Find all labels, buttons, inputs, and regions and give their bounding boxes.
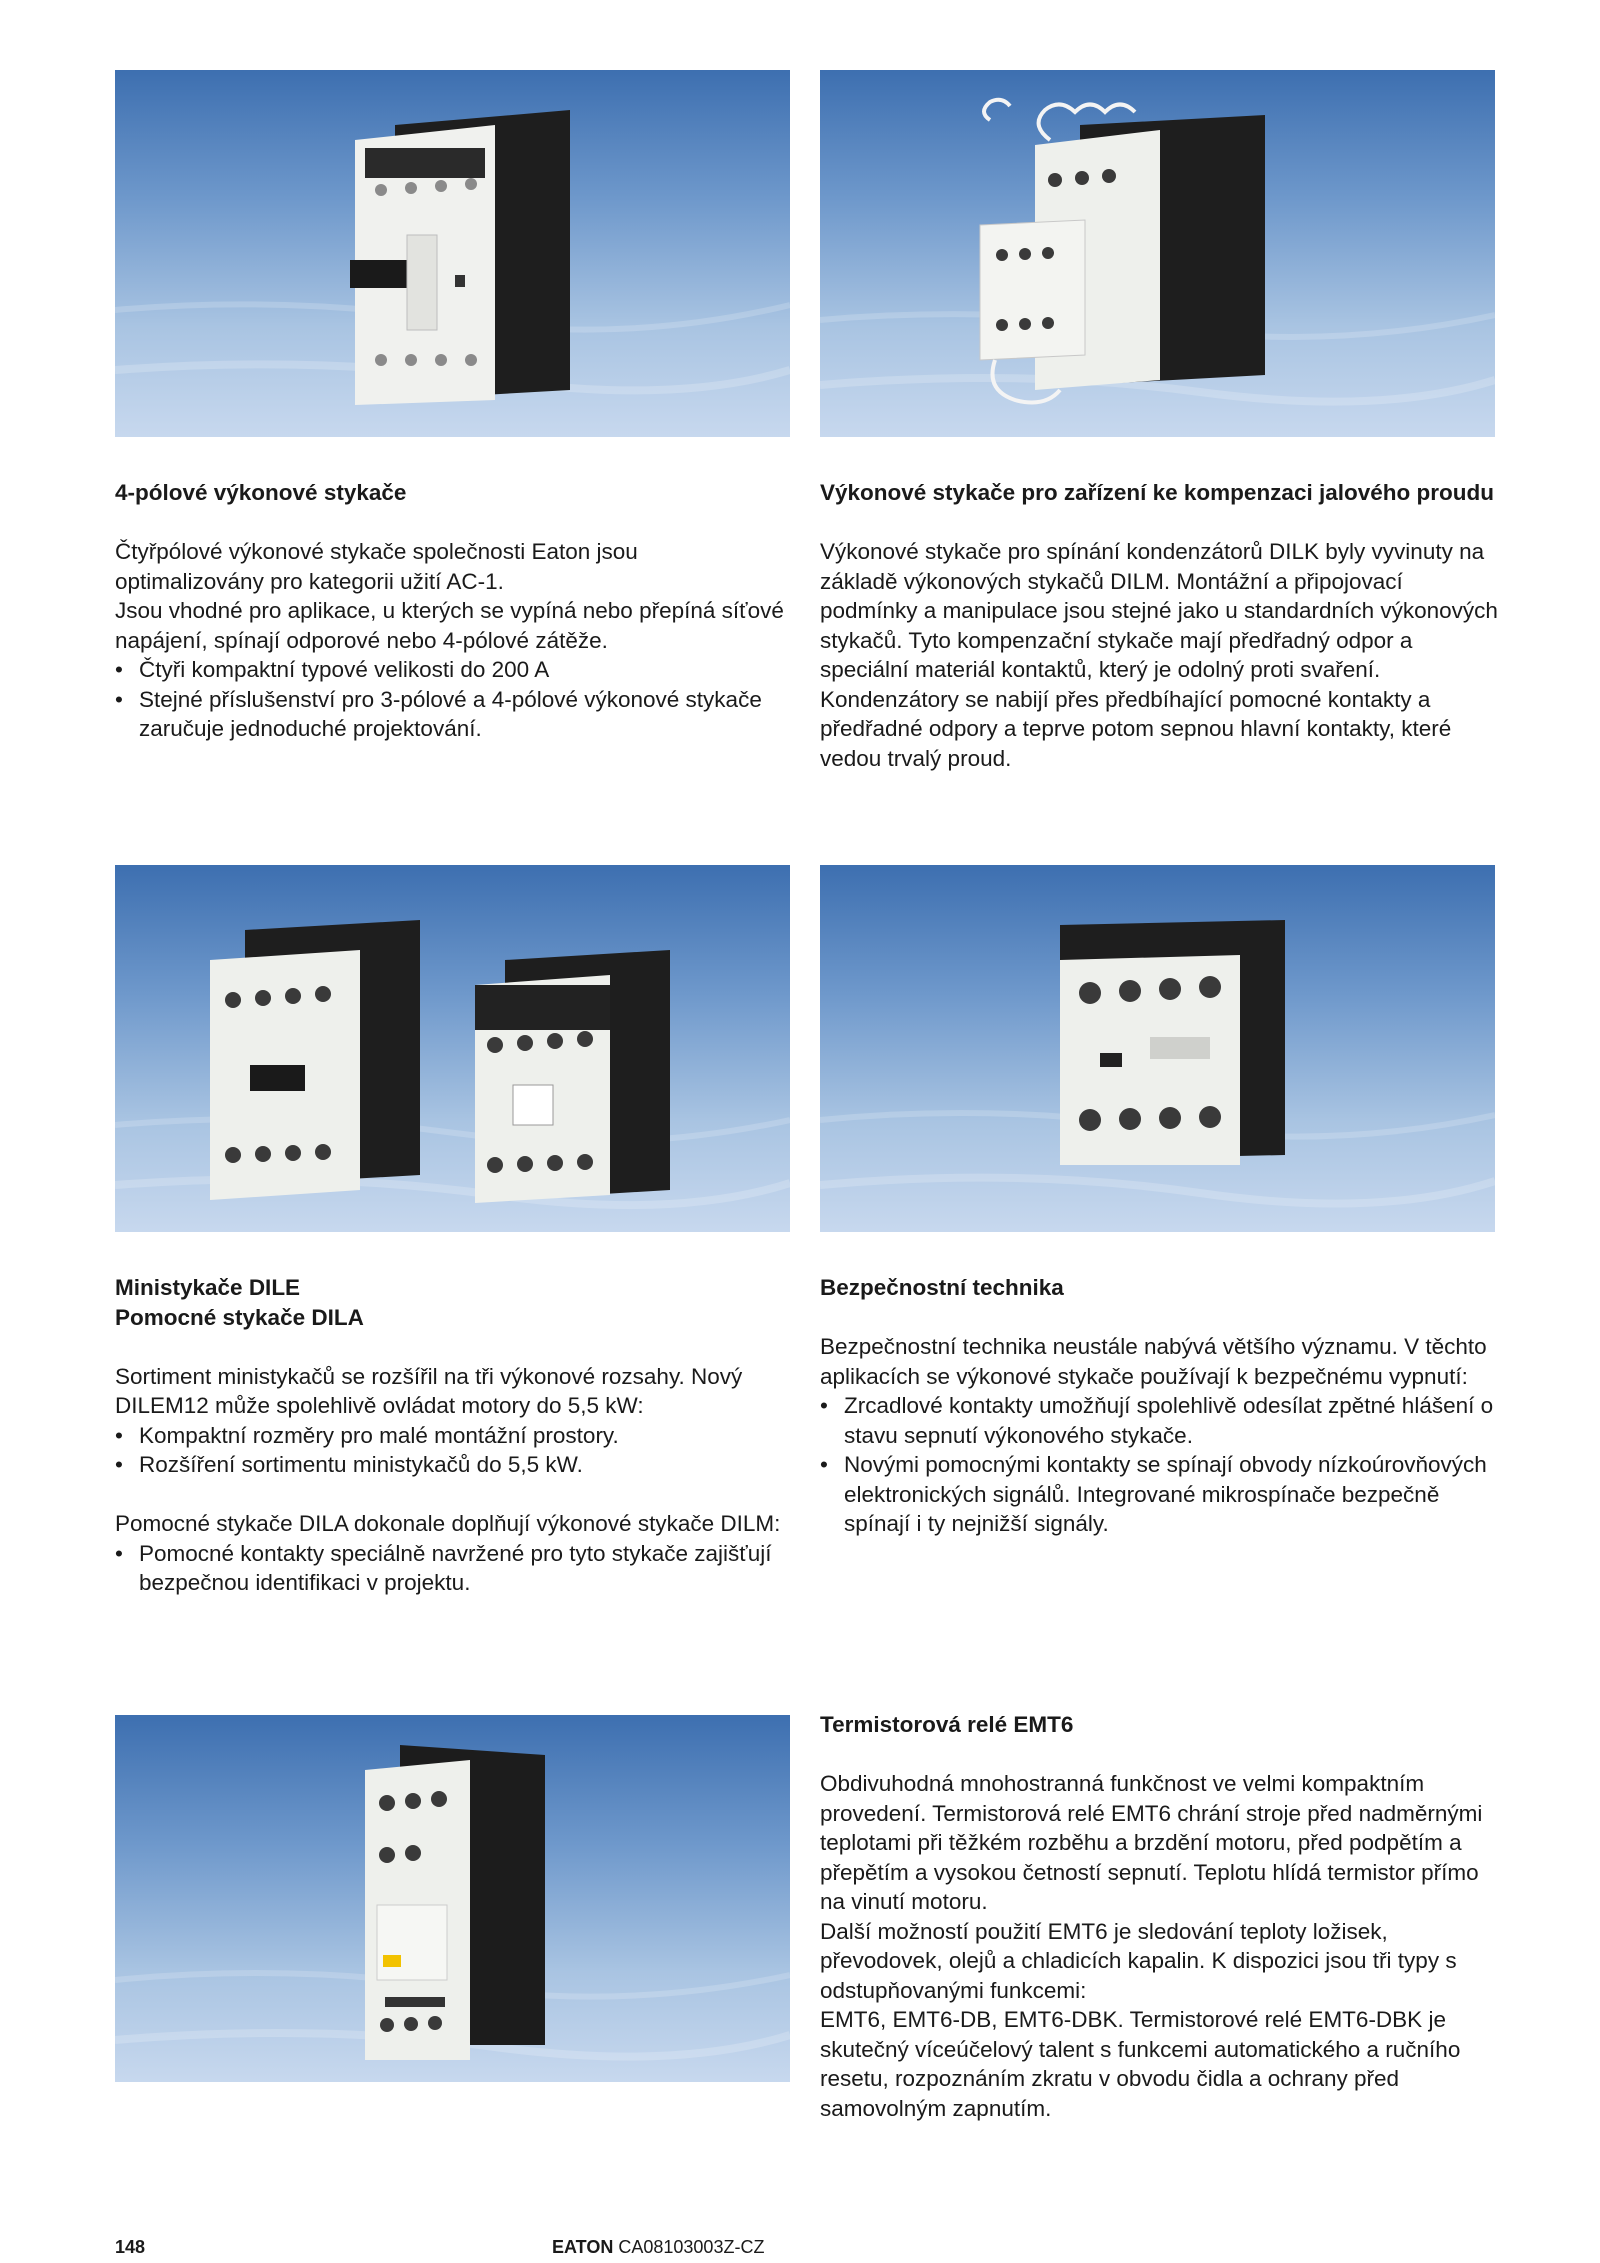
section-heading: Bezpečnostní technika: [820, 1275, 1064, 1300]
bullet-list: [115, 1421, 795, 1480]
bullet-item: • Zrcadlové kontakty umožňují spolehlivě odesílat zpětné hlášení o stavu sepnutí výkonového stykače.: [820, 1391, 1495, 1450]
photo-capacitor-contactor: [820, 70, 1495, 437]
section-paragraph: Bezpečnostní technika neustále nabývá většího významu. V těchto aplikacích se výkonové stykače používají k bezpečnému vypnutí:: [820, 1334, 1487, 1389]
section-capacitor-contactors: [820, 478, 1500, 773]
section-paragraph: Obdivuhodná mnohostranná funkčnost ve velmi kompaktním provedení. Termistorová relé EMT6 chrání stroje před nadměrnými teplotami při těžkém rozběhu a brzdění motoru, před podpětím a přepětím a vysokou četností sepnutí. Teplotu hlídá termistor přímo na vinutí motoru.: [820, 1771, 1483, 1914]
section-thermistor-relays: [820, 1710, 1500, 2123]
bullet-item: • Pomocné kontakty speciálně navržené pro tyto stykače zajišťují bezpečnou identifikaci v projektu.: [115, 1539, 795, 1598]
section-paragraph: Sortiment ministykačů se rozšířil na tři výkonové rozsahy. Nový DILEM12 může spolehlivě ovládat motory do 5,5 kW:: [115, 1363, 743, 1418]
bullet-list: [115, 1539, 795, 1598]
footer-doc-code: CA08103003Z-CZ: [618, 2237, 765, 2257]
photo-mini-contactors: [115, 865, 790, 1232]
photo-4-pole-contactor: [115, 70, 790, 437]
section-4-pole-contactors: [115, 478, 790, 744]
footer-brand: EATON: [552, 2237, 614, 2257]
bullet-item: • Čtyři kompaktní typové velikosti do 200 A: [115, 655, 790, 685]
section-heading: Termistorová relé EMT6: [820, 1712, 1074, 1737]
photo-auxiliary-contact-module: [820, 865, 1495, 1232]
bullet-item: • Rozšíření sortimentu ministykačů do 5,5 kW.: [115, 1450, 795, 1480]
section-paragraph: Jsou vhodné pro aplikace, u kterých se vypíná nebo přepíná síťové napájení, spínají odporové nebo 4-pólové zátěže.: [115, 598, 784, 653]
section-paragraph: EMT6, EMT6-DB, EMT6-DBK. Termistorové relé EMT6-DBK je skutečný víceúčelový talent s funkcemi automatického a ručního resetu, rozpoznáním zkratu v obvodu čidla a ochrany před samovolným zapnutím.: [820, 2007, 1461, 2121]
section-safety-technology: [820, 1273, 1495, 1539]
section-paragraph: Výkonové stykače pro spínání kondenzátorů DILK byly vyvinuty na základě výkonových stykačů DILM. Montážní a připojovací podmínky a manipulace jsou stejné jako u standardních výkonových stykačů. Tyto kompenzační stykače mají předřadný odpor a speciální materiál kontaktů, který je odolný proti svaření. Kondenzátory se nabijí přes předbíhající pomocné kontakty a předřadné odpory a teprve potom sepnou hlavní kontakty, které vedou trvalý proud.: [820, 539, 1498, 771]
bullet-item: • Stejné příslušenství pro 3-pólové a 4-pólové výkonové stykače zaručuje jednoduché projektování.: [115, 685, 790, 744]
page-number: [115, 2236, 145, 2258]
page-number-text: 148: [115, 2237, 146, 2257]
bullet-item: • Novými pomocnými kontakty se spínají obvody nízkoúrovňových elektronických signálů. Integrované mikrospínače bezpečně spínají i ty nejnižší signály.: [820, 1450, 1495, 1539]
photo-thermistor-relay: [115, 1715, 790, 2082]
section-paragraph: Další možností použití EMT6 je sledování teploty ložisek, převodovek, olejů a chladicích kapalin. K dispozici jsou tři typy s odstupňovanými funkcemi:: [820, 1918, 1457, 2003]
bullet-item: • Kompaktní rozměry pro malé montážní prostory.: [115, 1421, 795, 1451]
section-heading: Výkonové stykače pro zařízení ke kompenzaci jalového proudu: [820, 480, 1494, 505]
section-subheading: Pomocné stykače DILA: [115, 1304, 364, 1330]
section-heading: Ministykače DILE: [115, 1275, 301, 1300]
footer-doc-reference: [552, 2236, 764, 2258]
section-paragraph: Pomocné stykače DILA dokonale doplňují výkonové stykače DILM:: [115, 1511, 781, 1536]
section-mini-contactors: [115, 1273, 795, 1598]
section-paragraph: Čtyřpólové výkonové stykače společnosti Eaton jsou optimalizovány pro kategorii užití AC-1.: [115, 539, 638, 594]
bullet-list: [115, 655, 790, 744]
bullet-list: [820, 1391, 1495, 1539]
section-heading: 4-pólové výkonové stykače: [115, 480, 407, 505]
